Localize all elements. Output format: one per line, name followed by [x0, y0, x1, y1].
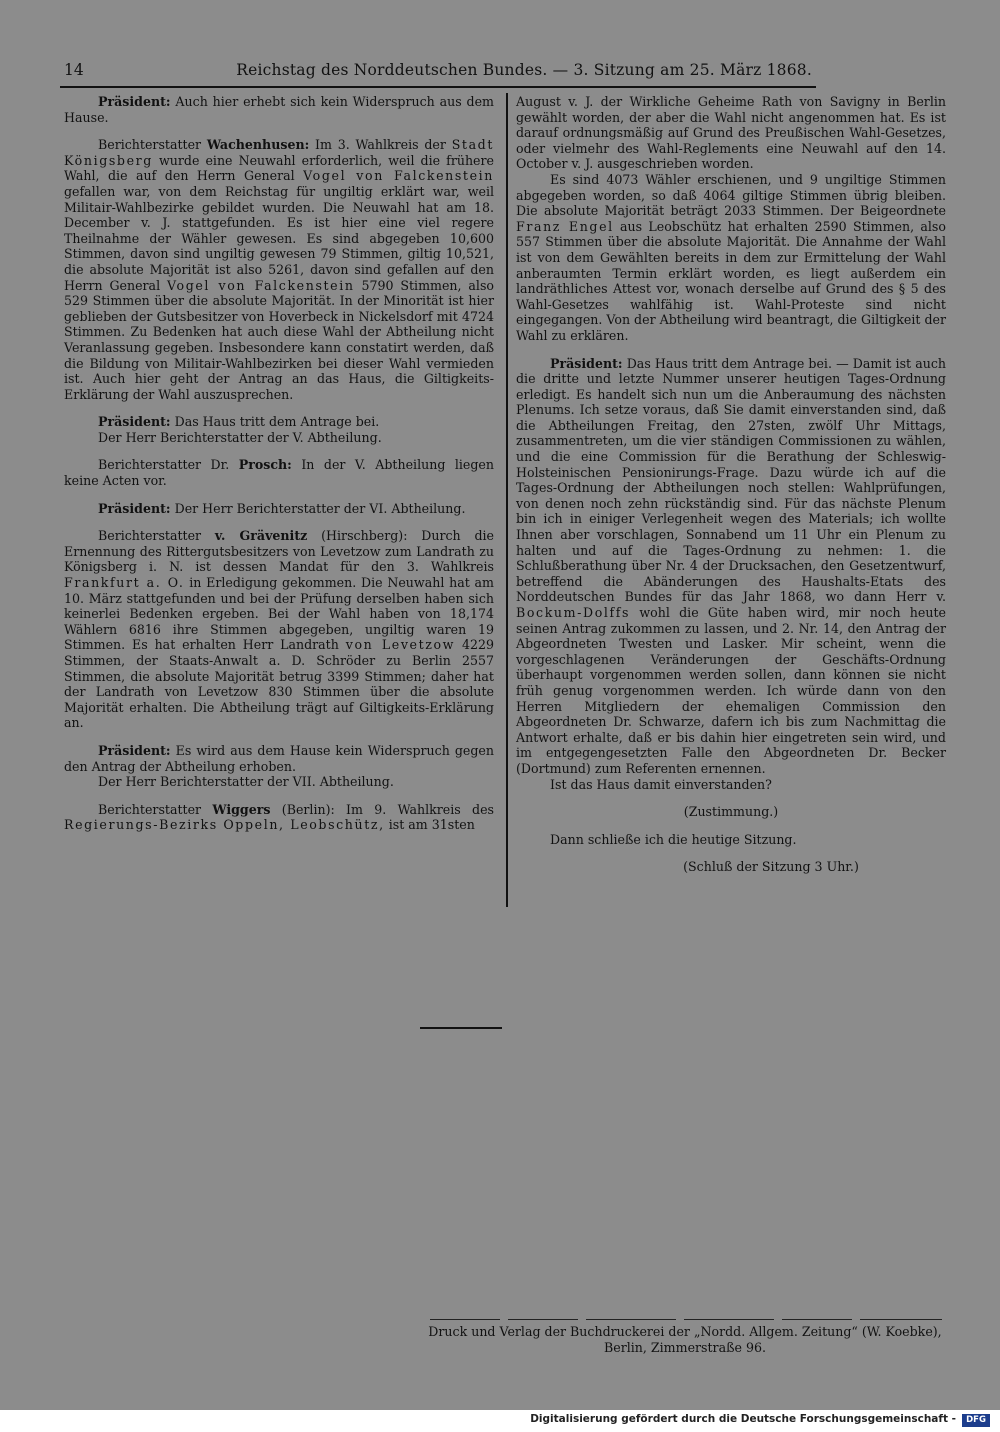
- footer-bar: [0, 1410, 1000, 1432]
- spaced-name: Bockum-Dolffs: [516, 605, 631, 620]
- paragraph-text: In der V. Abtheilung liegen keine Acten vor.: [64, 457, 494, 489]
- paragraph-text: Berichterstatter Dr.: [98, 457, 239, 473]
- speaker-name: Prosch:: [238, 457, 292, 473]
- paragraph-text: 4229 Stimmen, der Staats-Anwalt a. D. Schröder zu Berlin 2557 Stimmen, die absolute Majorität betrug 3399 Stimmen; daher hat der Landrath von Levetzow 830 Stimmen über die absolute Majorität erhalten. Die Abtheilung trägt auf Giltigkeits-Erklärung an.: [64, 637, 494, 731]
- speaker-name: Präsident:: [550, 355, 623, 371]
- end-rule: [420, 1027, 502, 1029]
- paragraph-text: Im 3. Wahlkreis der: [309, 137, 452, 153]
- paragraph: [64, 94, 494, 125]
- paragraph-text: (Berlin): Im 9. Wahlkreis des: [270, 801, 494, 817]
- speaker-name: Präsident:: [98, 742, 171, 758]
- paragraph: Der Herr Berichterstatter der VII. Abtheilung.: [98, 774, 394, 790]
- spaced-name: Vogel von Falckenstein: [303, 168, 494, 184]
- left-column: [64, 94, 494, 845]
- paragraph: Dann schließe ich die heutige Sitzung.: [550, 831, 797, 847]
- paragraph-text: (Hirschberg): Durch die Ernennung des Rittergutsbesitzers von Levetzow zum Landrath zu Königsberg i. N. ist dessen Mandat für den 3. Wahlkreis: [64, 528, 494, 575]
- speaker-name: Wiggers: [212, 801, 271, 817]
- paragraph-text: 5790 Stimmen, also 529 Stimmen über die absolute Majorität. In der Minorität ist hier geblieben der Gutsbesitzer von Hoverbeck in Nickelsdorf mit 4724 Stimmen. Zu Bedenken hat auch diese Wahl der Abtheilung nicht Veranlassung gegeben. Insbesondere kann constatirt werden, daß die Bildung von Militair-Wahlbezirken bei dieser Wahl vermieden ist. Auch hier geht der Antrag an das Haus, die Giltigkeits-Erklärung der Wahl auszusprechen.: [64, 277, 494, 402]
- right-column: [516, 94, 946, 887]
- paragraph: [64, 137, 494, 402]
- paragraph-text: Es wird aus dem Hause kein Widerspruch gegen den Antrag der Abtheilung erhoben.: [64, 742, 494, 774]
- paragraph-text: wohl die Güte haben wird, mir noch heute seinen Antrag zukommen zu lassen, und 2. Nr. 14, den Antrag der Abgeordneten Twesten und Lasker. Mir scheint, wenn die vorgeschlagenen Veränderungen der Geschäfts-Ordnung überhaupt vorgenommen werden sollen, dann können sie nicht früh genug vorgenommen werden. Ich würde dann von den Herren Mitgliedern der ehemaligen Commission den Abgeordneten Dr. Schwarze, dafern ich bis zum Nachmittag die Antwort erhalte, daß er bis dahin hier eingetreten sein wird, und im entgegengesetzten Falle den Abgeordneten Dr. Becker (Dortmund) zum Referenten ernennen.: [516, 605, 946, 776]
- paragraph: [64, 414, 494, 430]
- paragraph: [64, 802, 494, 833]
- paragraph-text: Auch hier erhebt sich kein Widerspruch aus dem Hause.: [64, 94, 494, 125]
- interjection: (Zustimmung.): [683, 804, 779, 820]
- spaced-name: Vogel von Falckenstein: [166, 277, 355, 293]
- speaker-name: Wachenhusen:: [206, 137, 310, 153]
- imprint-line: Druck und Verlag der Buchdruckerei der „Nordd. Allgem. Zeitung“ (W. Koebke),: [428, 1324, 942, 1339]
- paragraph-text: Es sind 4073 Wähler erschienen, und 9 ungiltige Stimmen abgegeben worden, so daß 4064 giltige Stimmen übrig bleiben. Die absolute Majorität beträgt 2033 Stimmen. Der Beigeordnete: [516, 171, 946, 219]
- imprint-rule: [586, 1319, 676, 1320]
- paragraph-text: Der Herr Berichterstatter der VI. Abtheilung.: [170, 500, 466, 516]
- paragraph-text: Berichterstatter: [98, 528, 215, 544]
- paragraph: August v. J. der Wirkliche Geheime Rath von Savigny in Berlin gewählt worden, der aber die Wahl nicht angenommen hat. Es ist darauf ordnungsmäßig auf Grund des Preußischen Wahl-Gesetzes, oder vielmehr des Wahl-Reglements eine Neuwahl auf den 14. October v. J. ausgeschrieben worden.: [516, 94, 946, 172]
- spaced-name: Franz Engel: [516, 218, 614, 234]
- column-divider: [506, 93, 508, 907]
- speaker-name: v. Grävenitz: [214, 528, 308, 544]
- page-number: 14: [64, 61, 84, 79]
- printer-imprint: [420, 1324, 950, 1355]
- imprint-rule: [782, 1319, 852, 1320]
- paragraph-text: Berichterstatter: [98, 801, 213, 817]
- paragraph: [64, 457, 494, 488]
- paragraph: [64, 528, 494, 731]
- paragraph-text: aus Leobschütz hat erhalten 2590 Stimmen, also 557 Stimmen über die absolute Majorität. Die Annahme der Wahl ist von dem Gewählten bereits in dem zur Ermittelung der Wahl anberaumten Termin erklärt worden, es liegt außerdem ein landräthliches Attest vor, wonach derselbe auf Grund des § 5 des Wahl-Gesetzes wahlfähig ist. Wahl-Proteste sind nicht eingegangen. Von der Abtheilung wird beantragt, die Giltigkeit der Wahl zu erklären.: [516, 218, 946, 343]
- paragraph-text: Das Haus tritt dem Antrage bei.: [170, 414, 380, 430]
- paragraph-text: Das Haus tritt dem Antrage bei. — Damit ist auch die dritte und letzte Nummer unserer heutigen Tages-Ordnung erledigt. Es handelt sich nun um die Anberaumung des nächsten Plenums. Ich setze voraus, daß Sie damit einverstanden sind, daß die Abtheilungen Freitag, den 27sten, zwölf Uhr Mittags, zusammentreten, um die vier ständigen Commissionen zu wählen, und die eine Commission für die Berathung der Schleswig-Holsteinischen Pensionirungs-Frage. Dazu würde ich auf die Tages-Ordnung der Abtheilungen noch stellen: Wahlprüfungen, von denen noch zehn rückständig sind. Für das nächste Plenum bin ich in einiger Verlegenheit wegen des Materials; ich wollte Ihnen aber vorschlagen, Sonnabend um 11 Uhr ein Plenum zu halten und auf die Tages-Ordnung zu nehmen: 1. die Schlußberathung über Nr. 4 der Drucksachen, den Gesetzentwurf, betreffend die Abänderungen des Haushalts-Etats des Norddeutschen Bundes für das Jahr 1868, wo dann Herr v.: [516, 355, 946, 605]
- page-header: [64, 58, 812, 82]
- session-end-note: (Schluß der Sitzung 3 Uhr.): [683, 859, 859, 875]
- funding-credit: Digitalisierung gefördert durch die Deutsche Forschungsgemeinschaft -: [530, 1413, 956, 1425]
- paragraph: [64, 743, 494, 774]
- speaker-name: Präsident:: [98, 414, 171, 430]
- spaced-name: Regierungs-Bezirks Oppeln, Leobschütz,: [64, 817, 385, 833]
- paragraph: Der Herr Berichterstatter der V. Abtheilung.: [98, 429, 382, 445]
- paragraph-text: in Erledigung gekommen. Die Neuwahl hat am 10. März stattgefunden und bei der Prüfung derselben haben sich keinerlei Bedenken ergeben. Bei der Wahl haben von 18,174 Wählern 6816 ihre Stimmen abgegeben, ungiltig waren 19 Stimmen. Es hat erhalten Herr Landrath: [64, 575, 494, 653]
- paragraph-text: ist am 31sten: [384, 817, 475, 833]
- speaker-name: Präsident:: [98, 94, 171, 109]
- spaced-name: Frankfurt a. O.: [64, 575, 185, 591]
- speaker-name: Präsident:: [98, 500, 171, 516]
- spaced-name: von Levetzow: [345, 637, 456, 653]
- running-title: Reichstag des Norddeutschen Bundes. — 3. Sitzung am 25. März 1868.: [236, 61, 812, 79]
- spaced-name: Stadt Königsberg: [64, 137, 495, 168]
- paragraph-text: wurde eine Neuwahl erforderlich, weil die frühere Wahl, die auf den Herrn General: [64, 152, 494, 184]
- imprint-line: Berlin, Zimmerstraße 96.: [604, 1339, 766, 1355]
- dfg-logo: DFG: [962, 1414, 990, 1427]
- imprint-rule: [430, 1319, 500, 1320]
- paragraph: [516, 172, 946, 344]
- paragraph-text: gefallen war, von dem Reichstag für ungiltig erklärt war, weil Militair-Wahlbezirke gebildet wurden. Die Neuwahl hat am 18. December v. J. stattgefunden. Es ist hier eine viel regere Theilnahme der Wähler gewesen. Es sind abgegeben 10,600 Stimmen, davon sind ungiltig gewesen 79 Stimmen, giltig 10,521, die absolute Majorität ist also 5261, davon sind gefallen auf den Herrn General: [64, 183, 494, 293]
- imprint-rule: [508, 1319, 578, 1320]
- paragraph: [516, 356, 946, 777]
- paragraph: Ist das Haus damit einverstanden?: [550, 776, 772, 792]
- paragraph: [64, 501, 494, 517]
- imprint-rule: [860, 1319, 942, 1320]
- imprint-rule: [684, 1319, 774, 1320]
- header-rule: [60, 86, 816, 88]
- paragraph-text: Berichterstatter: [98, 137, 207, 153]
